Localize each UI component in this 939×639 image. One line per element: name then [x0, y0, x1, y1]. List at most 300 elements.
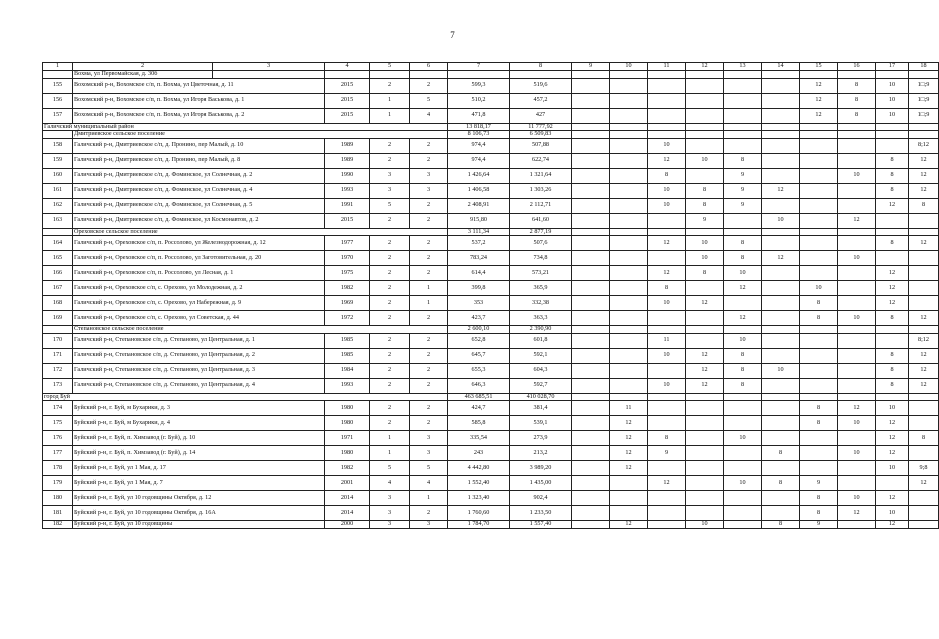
cell-col-12: [686, 93, 724, 108]
cell-col-15: 8: [800, 416, 838, 431]
cell-col-13: 10: [724, 476, 762, 491]
cell-col-6: 3: [410, 168, 448, 183]
cell-col-14: 8: [762, 446, 800, 461]
cell-col-12: [686, 506, 724, 521]
cell-col-17: [876, 393, 909, 401]
cell-col-11: 8: [648, 281, 686, 296]
cell-col-13: 10: [724, 266, 762, 281]
address-cell: Вохомский р-н, Вохомское с/п, п. Вохма, ул Игоря Васькова, д. 1: [73, 93, 325, 108]
cell-col-12: 10: [686, 251, 724, 266]
table-row: [43, 198, 939, 213]
cell-col-16: [838, 138, 876, 153]
cell-col-16: [838, 326, 876, 334]
cell-col-8: 604,3: [510, 363, 572, 378]
cell-col-8: 213,2: [510, 446, 572, 461]
cell-col-10: 12: [610, 521, 648, 529]
cell-col-10: [610, 228, 648, 236]
address-cell: Буйский р-н, г. Буй, ул 1 Мая, д. 17: [73, 461, 325, 476]
column-number-8: 8: [510, 63, 572, 71]
cell-col-13: [724, 93, 762, 108]
row-number: 179: [43, 476, 73, 491]
cell-col-12: 9: [686, 213, 724, 228]
cell-col-10: 12: [610, 431, 648, 446]
cell-col-6: 4: [410, 476, 448, 491]
cell-col-13: [724, 393, 762, 401]
cell-col-9: [572, 198, 610, 213]
cell-col-6: 2: [410, 198, 448, 213]
cell-col-9: [572, 78, 610, 93]
cell-col-9: [572, 431, 610, 446]
cell-col-8: 622,74: [510, 153, 572, 168]
cell-col-8: 2 112,71: [510, 198, 572, 213]
cell-col-18: [909, 521, 939, 529]
column-number-2: 2: [73, 63, 213, 71]
cell-col-17: 8: [876, 183, 909, 198]
cell-col-8: 332,38: [510, 296, 572, 311]
cell-col-11: [648, 416, 686, 431]
cell-col-11: [648, 228, 686, 236]
district-row: [43, 393, 939, 401]
cell-col-13: 8: [724, 348, 762, 363]
cell-col-16: 10: [838, 416, 876, 431]
cell-col-8: 573,21: [510, 266, 572, 281]
cell-col-15: [800, 266, 838, 281]
cell-col-15: 12: [800, 93, 838, 108]
cell-col-9: [572, 138, 610, 153]
cell-col-17: 10: [876, 93, 909, 108]
cell-col-9: [572, 521, 610, 529]
cell-col-11: [648, 71, 686, 79]
cell-col-13: 8: [724, 378, 762, 393]
row-number-cell: [43, 131, 73, 139]
cell-col-4: 1969: [325, 296, 370, 311]
cell-col-9: [572, 213, 610, 228]
cell-col-6: 3: [410, 183, 448, 198]
cell-col-14: [762, 431, 800, 446]
row-number: 173: [43, 378, 73, 393]
cell-col-12: [686, 446, 724, 461]
cell-col-17: 12: [876, 416, 909, 431]
cell-col-16: [838, 198, 876, 213]
row-number: 156: [43, 93, 73, 108]
cell-col-15: 8: [800, 401, 838, 416]
cell-col-6: 2: [410, 236, 448, 251]
column-number-15: 15: [800, 63, 838, 71]
cell-col-14: [762, 228, 800, 236]
cell-col-11: 10: [648, 348, 686, 363]
cell-col-4: 1990: [325, 168, 370, 183]
row-number: 170: [43, 333, 73, 348]
cell-col-4: 1993: [325, 183, 370, 198]
cell-col-5: 2: [370, 416, 410, 431]
cell-col-17: [876, 138, 909, 153]
cell-col-17: [876, 213, 909, 228]
cell-col-8: 457,2: [510, 93, 572, 108]
living-area: 11 777,92: [510, 123, 572, 131]
total-area: 2 600,10: [448, 326, 510, 334]
cell-col-18: 1□;9: [909, 78, 939, 93]
cell-col-16: [838, 236, 876, 251]
cell-col-13: 12: [724, 311, 762, 326]
cell-col-7: 599,3: [448, 78, 510, 93]
cell-col-6: 2: [410, 138, 448, 153]
cell-col-16: [838, 348, 876, 363]
total-area: 3 111,34: [448, 228, 510, 236]
address-cell: Галичский р-н, Дмитриевское с/п, д. Пронино, пер Малый, д. 8: [73, 153, 325, 168]
header-row: [43, 63, 939, 71]
cell-col-18: 12: [909, 183, 939, 198]
table-row: [43, 281, 939, 296]
living-area: 6 509,83: [510, 131, 572, 139]
cell-col-10: [610, 78, 648, 93]
cell-col-15: [800, 461, 838, 476]
row-number: 165: [43, 251, 73, 266]
cell-col-5: 3: [370, 183, 410, 198]
table-row: [43, 446, 939, 461]
cell-col-8: 1 435,00: [510, 476, 572, 491]
cell-col-13: [724, 401, 762, 416]
cell-col-9: [572, 266, 610, 281]
cell-col-16: [838, 521, 876, 529]
column-number-6: 6: [410, 63, 448, 71]
cell-col-10: [610, 281, 648, 296]
cell-col-8: 507,6: [510, 236, 572, 251]
cell-col-15: 9: [800, 521, 838, 529]
cell-col-4: 1985: [325, 333, 370, 348]
row-number-cell: [43, 228, 73, 236]
address-cell: Галичский р-н, Степановское с/п, д. Степаново, ул Центральная, д. 2: [73, 348, 325, 363]
cell-col-15: [800, 198, 838, 213]
cell-col-14: [762, 71, 800, 79]
address-cell: Галичский р-н, Ореховское с/п, п. Россолово, ул Лесная, д. 1: [73, 266, 325, 281]
row-number: 158: [43, 138, 73, 153]
cell-col-9: [572, 228, 610, 236]
cell-col-17: 10: [876, 78, 909, 93]
cell-col-14: [762, 461, 800, 476]
table-row: [43, 236, 939, 251]
cell-col-18: [909, 506, 939, 521]
cell-col-12: [686, 326, 724, 334]
cell-col-15: [800, 228, 838, 236]
cell-col-6: 2: [410, 363, 448, 378]
cell-col-16: 12: [838, 213, 876, 228]
cell-col-14: [762, 378, 800, 393]
address-cell: Галичский р-н, Дмитриевское с/п, д. Фоминское, ул Солнечная, д. 2: [73, 168, 325, 183]
cell-col-5: 3: [370, 168, 410, 183]
cell-col-6: 5: [410, 93, 448, 108]
cell-col-15: [800, 326, 838, 334]
cell-col-18: 12: [909, 378, 939, 393]
row-number: 164: [43, 236, 73, 251]
column-number-7: 7: [448, 63, 510, 71]
cell-col-5: 3: [370, 521, 410, 529]
cell-col-13: 10: [724, 431, 762, 446]
cell-col-14: [762, 138, 800, 153]
total-area: 13 818,17: [448, 123, 510, 131]
total-area: 8 106,73: [448, 131, 510, 139]
cell-col-14: [762, 93, 800, 108]
cell-col-16: [838, 393, 876, 401]
address-cell: Галичский р-н, Степановское с/п, д. Степаново, ул Центральная, д. 1: [73, 333, 325, 348]
cell-col-4: 1985: [325, 348, 370, 363]
cell-col-16: [838, 363, 876, 378]
cell-col-7: 399,8: [448, 281, 510, 296]
row-number: 168: [43, 296, 73, 311]
table-row: [43, 363, 939, 378]
cell-col-12: [686, 123, 724, 131]
cell-col-8: 1 303,26: [510, 183, 572, 198]
cell-col-14: 10: [762, 363, 800, 378]
cell-col-10: [610, 153, 648, 168]
cell-col-5: 1: [370, 431, 410, 446]
cell-col-15: [800, 446, 838, 461]
cell-col-16: 8: [838, 78, 876, 93]
cell-col-10: [610, 138, 648, 153]
cell-col-11: 8: [648, 168, 686, 183]
cell-col-18: 9;8: [909, 461, 939, 476]
cell-col-14: [762, 266, 800, 281]
address-cell: Вохомский р-н, Вохомское с/п, п. Вохма, ул Игоря Васькова, д. 2: [73, 108, 325, 123]
cell-col-9: [572, 311, 610, 326]
cell-col-4: 2001: [325, 476, 370, 491]
cell-col-17: 12: [876, 296, 909, 311]
cell-col-7: 1 552,40: [448, 476, 510, 491]
cell-col-7: 646,3: [448, 378, 510, 393]
cell-col-18: [909, 281, 939, 296]
cell-col-11: [648, 251, 686, 266]
cell-col-9: [572, 461, 610, 476]
cell-col-18: [909, 228, 939, 236]
cell-col-13: [724, 228, 762, 236]
cell-col-12: [686, 108, 724, 123]
cell-col-14: [762, 123, 800, 131]
cell-col-15: [800, 183, 838, 198]
cell-col-4: 1975: [325, 266, 370, 281]
cell-col-18: [909, 401, 939, 416]
cell-col-14: [762, 326, 800, 334]
table-row: [43, 213, 939, 228]
cell-col-16: 12: [838, 401, 876, 416]
cell-col-10: [610, 183, 648, 198]
cell-col-8: 427: [510, 108, 572, 123]
row-number: 162: [43, 198, 73, 213]
cell-col-18: 8: [909, 198, 939, 213]
address-cell: Галичский р-н, Ореховское с/п, п. Россолово, ул Железнодорожная, д. 12: [73, 236, 325, 251]
cell-col-9: [572, 153, 610, 168]
cell-col-6: 2: [410, 348, 448, 363]
address-cell: Галичский р-н, Степановское с/п, д. Степаново, ул Центральная, д. 3: [73, 363, 325, 378]
cell-col-17: [876, 326, 909, 334]
cell-col-5: 2: [370, 401, 410, 416]
cell-col-18: 12: [909, 311, 939, 326]
cell-col-15: 12: [800, 78, 838, 93]
cell-col-14: [762, 108, 800, 123]
address-cell: Галичский р-н, Степановское с/п, д. Степаново, ул Центральная, д. 4: [73, 378, 325, 393]
cell-col-4: 2015: [325, 213, 370, 228]
cell-col-15: [800, 393, 838, 401]
cell-col-18: [909, 446, 939, 461]
column-number-13: 13: [724, 63, 762, 71]
cell-col-15: [800, 131, 838, 139]
column-number-14: 14: [762, 63, 800, 71]
cell-col-11: [648, 401, 686, 416]
cell-col-9: [572, 506, 610, 521]
cell-col-14: [762, 131, 800, 139]
cell-col-6: 3: [410, 446, 448, 461]
cell-col-10: [610, 213, 648, 228]
cell-col-14: [762, 168, 800, 183]
cell-col-7: 974,4: [448, 138, 510, 153]
cell-col-4: 1991: [325, 198, 370, 213]
address-cell: Буйский р-н, г. Буй, ул 10 годовщины: [73, 521, 325, 529]
row-number: 172: [43, 363, 73, 378]
cell-col-7: 2 408,91: [448, 198, 510, 213]
cell-col-7: 614,4: [448, 266, 510, 281]
row-number: 181: [43, 506, 73, 521]
table-row: [43, 491, 939, 506]
cell-col-6: 1: [410, 281, 448, 296]
capital-repair-schedule-table: [42, 62, 939, 529]
cell-col-9: [572, 168, 610, 183]
cell-col-16: 8: [838, 108, 876, 123]
cell-col-14: 12: [762, 251, 800, 266]
cell-col-9: [572, 326, 610, 334]
cell-col-14: [762, 506, 800, 521]
cell-col-11: [648, 108, 686, 123]
cell-col-10: [610, 333, 648, 348]
table-row: [43, 378, 939, 393]
cell-col-9: [572, 401, 610, 416]
cell-col-17: 10: [876, 108, 909, 123]
cell-col-4: 1993: [325, 378, 370, 393]
cell-col-7: 423,7: [448, 311, 510, 326]
cell-col-10: [610, 393, 648, 401]
cell-col-14: [762, 296, 800, 311]
row-number: 160: [43, 168, 73, 183]
column-number-11: 11: [648, 63, 686, 71]
cell-col-12: [686, 393, 724, 401]
cell-col-5: 2: [370, 281, 410, 296]
cell-col-11: [648, 311, 686, 326]
cell-col-5: 2: [370, 153, 410, 168]
cell-col-16: 10: [838, 168, 876, 183]
cell-col-5: 3: [370, 491, 410, 506]
cell-col-11: 8: [648, 431, 686, 446]
cell-col-18: 1□;9: [909, 108, 939, 123]
cell-col-17: 10: [876, 461, 909, 476]
cell-col-15: 8: [800, 506, 838, 521]
cell-col-17: 12: [876, 491, 909, 506]
cell-col-10: [610, 251, 648, 266]
cell-col-11: [648, 93, 686, 108]
cell-col-10: [610, 326, 648, 334]
cell-col-17: [876, 333, 909, 348]
column-number-9: 9: [572, 63, 610, 71]
cell-col-6: 2: [410, 78, 448, 93]
cell-col-16: [838, 461, 876, 476]
cell-col-13: 10: [724, 333, 762, 348]
cell-col-6: 2: [410, 153, 448, 168]
cell-col-4: 2015: [325, 78, 370, 93]
cell-col-7: 585,8: [448, 416, 510, 431]
cell-col-9: [572, 476, 610, 491]
cell-col-5: 1: [370, 108, 410, 123]
cell-col-9: [572, 123, 610, 131]
cell-col-17: [876, 228, 909, 236]
cell-col-16: [838, 378, 876, 393]
cell-col-8: 381,4: [510, 401, 572, 416]
address-cell: Галичский р-н, Ореховское с/п, с. Орехово, ул Советская, д. 44: [73, 311, 325, 326]
cell-col-7: 974,4: [448, 153, 510, 168]
cell-col-6: 2: [410, 311, 448, 326]
cell-col-11: 10: [648, 378, 686, 393]
cell-col-18: 8: [909, 431, 939, 446]
cell-col-10: [610, 311, 648, 326]
cell-col-16: [838, 431, 876, 446]
cell-col-4: 1977: [325, 236, 370, 251]
cell-col-11: 12: [648, 476, 686, 491]
table-row: [43, 183, 939, 198]
cell-col-15: 10: [800, 281, 838, 296]
cell-col-17: [876, 71, 909, 79]
cell-col-17: 12: [876, 446, 909, 461]
cell-col-8: 734,8: [510, 251, 572, 266]
cell-col-13: [724, 131, 762, 139]
cell-col-12: [686, 461, 724, 476]
section-row: [43, 131, 939, 139]
cell-col-16: [838, 266, 876, 281]
cell-col-6: 2: [410, 416, 448, 431]
cell-col-18: 12: [909, 363, 939, 378]
cell-col-7: 471,8: [448, 108, 510, 123]
cell-col-10: [610, 168, 648, 183]
cell-col-12: 12: [686, 363, 724, 378]
cell-col-8: 519,6: [510, 78, 572, 93]
cell-col-10: [610, 198, 648, 213]
address-cell: Галичский р-н, Дмитриевское с/п, д. Фоминское, ул Космонавтов, д. 2: [73, 213, 325, 228]
cell-col-8: 507,88: [510, 138, 572, 153]
row-number: 180: [43, 491, 73, 506]
cell-col-18: 12: [909, 153, 939, 168]
cell-col-10: [610, 266, 648, 281]
cell-col-13: [724, 123, 762, 131]
cell-col-9: [572, 416, 610, 431]
cell-col-11: [648, 123, 686, 131]
cell-col-15: [800, 431, 838, 446]
cell-col-13: 8: [724, 236, 762, 251]
cell-col-12: 12: [686, 348, 724, 363]
cell-col-9: [572, 108, 610, 123]
district-row: [43, 123, 939, 131]
cell-col-14: [762, 333, 800, 348]
cell-col-9: [572, 378, 610, 393]
address-cell: Буйский р-н, г. Буй, ул 10 годовщины Октября, д. 12: [73, 491, 325, 506]
table-row: [43, 251, 939, 266]
cell-col-15: [800, 378, 838, 393]
cell-col-4: 1980: [325, 446, 370, 461]
cell-col-7: 645,7: [448, 348, 510, 363]
cell-col-5: 2: [370, 138, 410, 153]
address-cell: Буйский р-н, г. Буй, ул 10 годовщины Октября, д. 16А: [73, 506, 325, 521]
cell-col-12: 12: [686, 296, 724, 311]
cell-col-5: 1: [370, 93, 410, 108]
cell-col-16: [838, 333, 876, 348]
cell-col-12: [686, 281, 724, 296]
cell-col-13: 9: [724, 168, 762, 183]
row-number: 171: [43, 348, 73, 363]
row-number-cell: [43, 71, 73, 79]
cell-col-5: 2: [370, 378, 410, 393]
